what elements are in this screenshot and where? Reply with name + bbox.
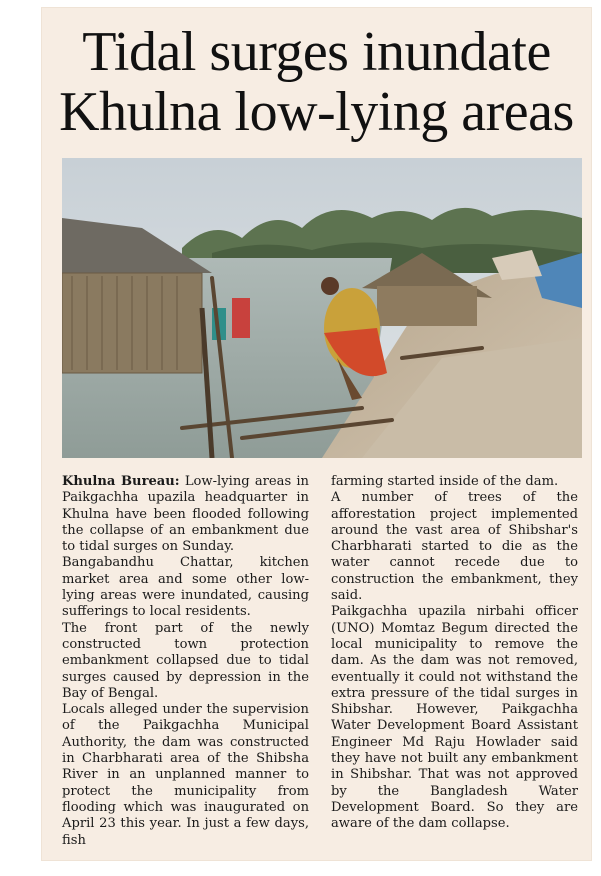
newspaper-clipping (42, 8, 591, 860)
headline-line-1: Tidal surges inundate (82, 21, 551, 83)
flood-scene-illustration (62, 158, 582, 458)
article-column-left (62, 474, 309, 849)
paragraph-2: Bangabandhu Chattar, kitchen market area and some other low-lying areas were inundated, causing sufferings to local residents. (62, 555, 309, 620)
article-column-right (331, 474, 578, 833)
headline (42, 22, 591, 142)
paragraph-3: The front part of the newly constructed town protection embankment collapsed due to tidal surges caused by depression in the Bay of Bengal. (62, 620, 309, 701)
paragraph-1 (62, 474, 309, 555)
byline: Khulna Bureau: (62, 474, 180, 489)
paragraph-1-text: Low-lying areas in Paikgachha upazila headquarter in Khulna have been flooded following the collapse of an embankment due to tidal surges on Sunday. (62, 474, 309, 555)
headline-line-2: Khulna low-lying areas (59, 81, 574, 143)
paragraph-4: Locals alleged under the supervision of the Paikgachha Municipal Authority, the dam was constructed in Charbharati area of the Shibsha River in an unplanned manner to protect the municipality from flooding which was inaugurated on April 23 this year. In just a few days, fish (62, 702, 309, 848)
paragraph-6: Paikgachha upazila nirbahi officer (UNO) Momtaz Begum directed the local municipality to remove the dam. As the dam was not removed, eventually it could not withstand the extra pressure of the tidal surges in Shibshar. However, Paikgachha Water Development Board Assistant Engineer Md Raju Howlader said they have not built any embankment in Shibshar. That was not approved by the Bangladesh Water Development Board. So they are aware of the dam collapse. (331, 604, 578, 832)
flood-photo (62, 158, 582, 458)
paragraph-4-continued: farming started inside of the dam. (331, 474, 559, 489)
paragraph-5: A number of trees of the afforestation project implemented around the vast area of Shibshar's Charbharati started to die as the water cannot recede due to construction the embankment, they said. (331, 490, 578, 604)
